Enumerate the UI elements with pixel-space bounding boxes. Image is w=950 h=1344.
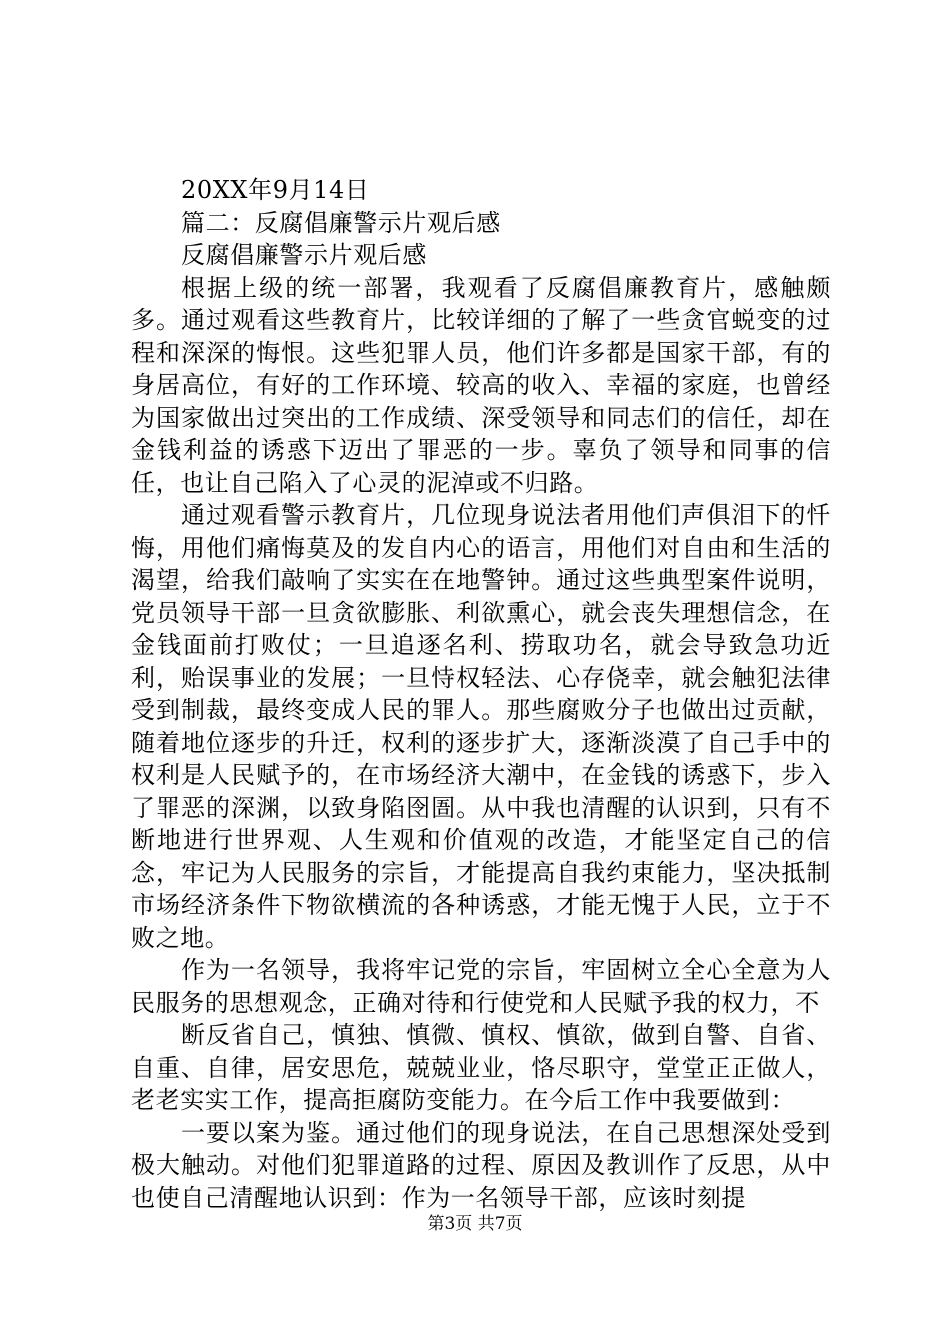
- paragraph-reflection: 通过观看警示教育片，几位现身说法者用他们声俱泪下的忏悔，用他们痛悔莫及的发自内心的语言，用他们对自由和生活的渴望，给我们敲响了实实在在地警钟。通过这些典型案件说明，党员领导干部一旦贪欲膨胀、利欲熏心，就会丧失理想信念，在金钱面前打败仗；一旦追逐名利、捞取功名，就会导致急功近利，贻误事业的发展；一旦恃权轻法、心存侥幸，就会触犯法律受到制裁，最终变成人民的罪人。那些腐败分子也做出过贡献，随着地位逐步的升迁，权利的逐步扩大，逐渐淡漠了自己手中的权利是人民赋予的，在市场经济大潮中，在金钱的诱惑下，步入了罪恶的深渊，以致身陷囹圄。从中我也清醒的认识到，只有不断地进行世界观、人生观和价值观的改造，才能坚定自己的信念，牢记为人民服务的宗旨，才能提高自我约束能力，坚决抵制市场经济条件下物欲横流的各种诱惑，才能无愧于人民，立于不败之地。: [131, 501, 831, 952]
- document-body: [131, 174, 831, 1214]
- paragraph-intro: 根据上级的统一部署，我观看了反腐倡廉教育片，感触颇多。通过观看这些教育片，比较详细的了解了一些贪官蜕变的过程和深深的悔恨。这些犯罪人员，他们许多都是国家干部，有的身居高位，有好的工作环境、较高的收入、幸福的家庭，也曾经为国家做出过突出的工作成绩、深受领导和同志们的信任，却在金钱利益的诱惑下迈出了罪恶的一步。辜负了领导和同事的信任，也让自己陷入了心灵的泥淖或不归路。: [131, 273, 831, 497]
- paragraph-continuation: 断反省自己，慎独、慎微、慎权、慎欲，做到自警、自省、自重、自律，居安思危，兢兢业业，恪尽职守，堂堂正正做人，老老实实工作，提高拒腐防变能力。在今后工作中我要做到：: [131, 1021, 831, 1114]
- section-heading: 篇二：反腐倡廉警示片观后感: [181, 208, 501, 237]
- paragraph-commitment: 作为一名领导，我将牢记党的宗旨，牢固树立全心全意为人民服务的思想观念，正确对待和行使党和人民赋予我的权力，不: [131, 956, 831, 1017]
- page-number: 第3页 共7页: [427, 1214, 523, 1234]
- paragraph-point-one: 一要以案为鉴。通过他们的现身说法，在自己思想深处受到极大触动。对他们犯罪道路的过程、原因及教训作了反思，从中也使自己清醒地认识到：作为一名领导干部，应该时刻提: [131, 1118, 831, 1212]
- date-line: 20XX年9月14日: [181, 176, 370, 204]
- article-title: 反腐倡廉警示片观后感: [181, 241, 427, 269]
